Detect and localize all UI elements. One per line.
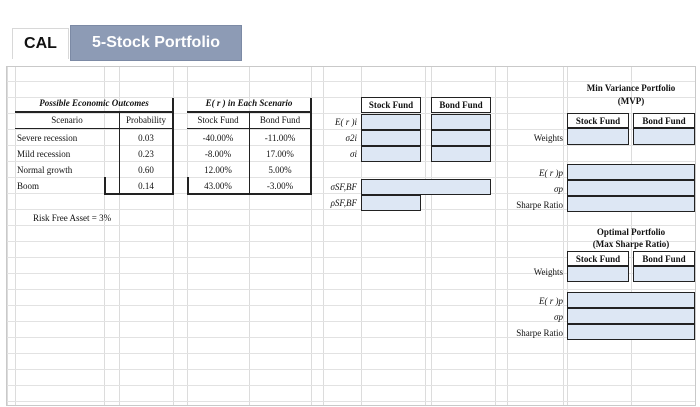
mvp-col-stock: Stock Fund <box>575 116 621 126</box>
mvp-sp-value[interactable] <box>567 180 695 196</box>
mvp-weights-label: Weights <box>533 133 563 143</box>
scenario-4: Boom <box>17 181 40 191</box>
mvp-subtitle: (MVP) <box>617 96 645 106</box>
mvp-sharpe-value[interactable] <box>567 196 695 212</box>
input-var-stock[interactable] <box>361 130 421 146</box>
opt-weights-label: Weights <box>533 267 563 277</box>
opt-col-stock: Stock Fund <box>575 254 621 264</box>
input-covariance[interactable] <box>361 179 491 195</box>
spreadsheet-grid[interactable] <box>6 66 696 406</box>
stats-header-bond-cell <box>431 97 491 113</box>
mvp-erp-label: E( r )p <box>539 168 563 178</box>
scenario-1: Severe recession <box>17 133 78 143</box>
tab-cal[interactable]: CAL <box>12 28 69 59</box>
er-bond-3: 5.00% <box>268 165 292 175</box>
prob-1: 0.03 <box>138 133 154 143</box>
label-covariance: σSF,BF <box>330 182 357 192</box>
scenario-2: Mild recession <box>17 149 71 159</box>
econ-title-underline <box>15 111 173 113</box>
mvp-weight-stock[interactable] <box>567 128 629 145</box>
mvp-title: Min Variance Portfolio <box>586 83 676 93</box>
input-sd-stock[interactable] <box>361 146 421 162</box>
col-probability: Probability <box>126 115 166 125</box>
input-var-bond[interactable] <box>431 130 491 146</box>
opt-weight-stock[interactable] <box>567 266 629 282</box>
opt-erp-value[interactable] <box>567 292 695 308</box>
er-stock-1: -40.00% <box>202 133 234 143</box>
tab-5-stock-portfolio[interactable]: 5-Stock Portfolio <box>70 25 242 61</box>
econ-bottom-border <box>104 193 173 195</box>
opt-erp-label: E( r )p <box>539 296 563 306</box>
scenario-3: Normal growth <box>17 165 73 175</box>
mvp-header-bond-cell <box>633 113 695 128</box>
opt-sp-label: σp <box>554 312 563 322</box>
stats-col-bond: Bond Fund <box>439 100 483 110</box>
prob-2: 0.23 <box>138 149 154 159</box>
er-bond-2: 17.00% <box>266 149 294 159</box>
econ-header-underline <box>15 128 173 129</box>
mvp-weight-bond[interactable] <box>633 128 695 145</box>
er-bond-1: -11.00% <box>264 133 296 143</box>
mvp-col-bond: Bond Fund <box>642 116 686 126</box>
er-col-bond: Bond Fund <box>259 115 301 125</box>
opt-sharpe-value[interactable] <box>567 324 695 340</box>
input-correlation[interactable] <box>361 195 421 211</box>
opt-title: Optimal Portfolio <box>596 227 666 237</box>
er-col-stock: Stock Fund <box>197 115 239 125</box>
opt-sp-value[interactable] <box>567 308 695 324</box>
opt-header-bond-cell <box>633 251 695 266</box>
opt-header-stock-cell <box>567 251 629 266</box>
col-scenario: Scenario <box>51 115 83 125</box>
stats-header-stock-cell <box>361 97 421 113</box>
er-stock-4: 43.00% <box>204 181 232 191</box>
label-er-i: E( r )i <box>335 117 357 127</box>
econ-title: Possible Economic Outcomes <box>39 98 149 108</box>
input-er-stock[interactable] <box>361 114 421 130</box>
mvp-sharpe-label: Sharpe Ratio <box>516 200 563 210</box>
er-title: E( r ) in Each Scenario <box>205 98 293 108</box>
stats-col-stock: Stock Fund <box>368 100 414 110</box>
risk-free-asset: Risk Free Asset = 3% <box>33 213 112 223</box>
mvp-erp-value[interactable] <box>567 164 695 180</box>
sheet-tab-bar <box>0 0 700 62</box>
prob-4: 0.14 <box>138 181 154 191</box>
er-bond-4: -3.00% <box>266 181 294 191</box>
er-stock-3: 12.00% <box>204 165 232 175</box>
input-sd-bond[interactable] <box>431 146 491 162</box>
prob-3: 0.60 <box>138 165 154 175</box>
opt-sharpe-label: Sharpe Ratio <box>516 328 563 338</box>
opt-col-bond: Bond Fund <box>642 254 686 264</box>
opt-weight-bond[interactable] <box>633 266 695 282</box>
label-correlation: ρSF,BF <box>330 198 357 208</box>
mvp-header-stock-cell <box>567 113 629 128</box>
label-var-i: σ2i <box>345 133 357 143</box>
input-er-bond[interactable] <box>431 114 491 130</box>
label-sd-i: σi <box>350 149 357 159</box>
opt-subtitle: (Max Sharpe Ratio) <box>592 239 670 249</box>
er-stock-2: -8.00% <box>204 149 232 159</box>
er-bottom-border <box>187 193 312 195</box>
mvp-sp-label: σp <box>554 184 563 194</box>
